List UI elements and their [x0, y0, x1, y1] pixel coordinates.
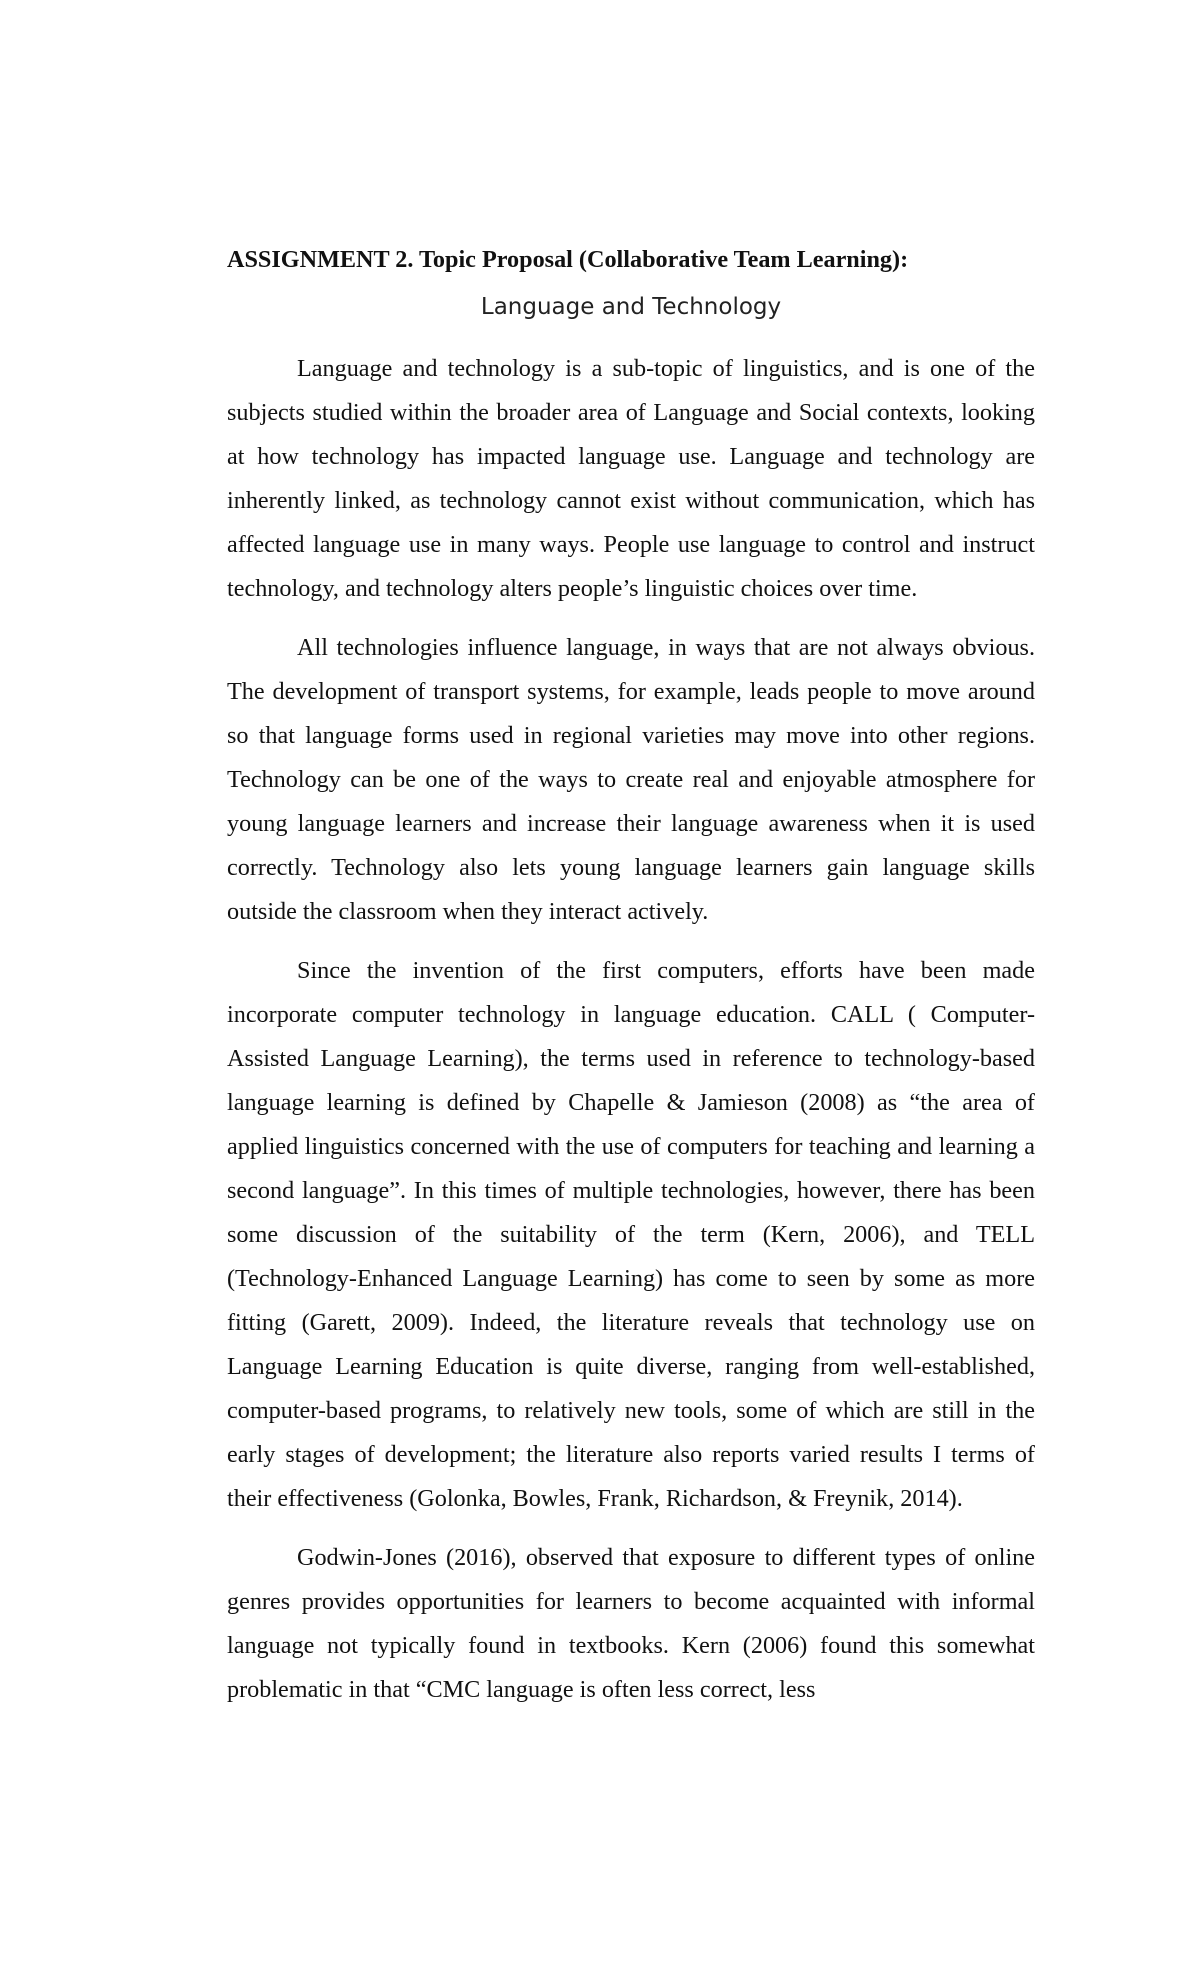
document-body — [227, 244, 1035, 1727]
paragraph-4: Godwin-Jones (2016), observed that exposure to different types of online genres provides opportunities for learners to become acquainted with informal language not typically found in textbooks. Kern (2006) found this somewhat problematic in that “CMC language is often less correct, less — [227, 1544, 1035, 1703]
paragraph-1: Language and technology is a sub-topic of linguistics, and is one of the subjects studied within the broader area of Language and Social contexts, looking at how technology has impacted language use. Language and technology are inherently linked, as technology cannot exist without communication, which has affected language use in many ways. People use language to control and instruct technology, and technology alters people’s linguistic choices over time. — [227, 355, 1035, 602]
paragraph-2: All technologies influence language, in ways that are not always obvious. The development of transport systems, for example, leads people to move around so that language forms used in regional varieties may move into other regions. Technology can be one of the ways to create real and enjoyable atmosphere for young language learners and increase their language awareness when it is used correctly. Technology also lets young language learners gain language skills outside the classroom when they interact actively. — [227, 634, 1035, 925]
paragraph-3: Since the invention of the first computers, efforts have been made incorporate computer technology in language education. CALL ( Computer-Assisted Language Learning), the terms used in reference to technology-based language learning is defined by Chapelle & Jamieson (2008) as “the area of applied linguistics concerned with the use of computers for teaching and learning a second language”. In this times of multiple technologies, however, there has been some discussion of the suitability of the term (Kern, 2006), and TELL (Technology-Enhanced Language Learning) has come to seen by some as more fitting (Garett, 2009). Indeed, the literature reveals that technology use on Language Learning Education is quite diverse, ranging from well-established, computer-based programs, to relatively new tools, some of which are still in the early stages of development; the literature also reports varied results I terms of their effectiveness (Golonka, Bowles, Frank, Richardson, & Freynik, 2014). — [227, 957, 1035, 1512]
document-subtitle: Language and Technology — [480, 294, 782, 320]
assignment-heading: ASSIGNMENT 2. Topic Proposal (Collaborative Team Learning): — [227, 246, 909, 273]
